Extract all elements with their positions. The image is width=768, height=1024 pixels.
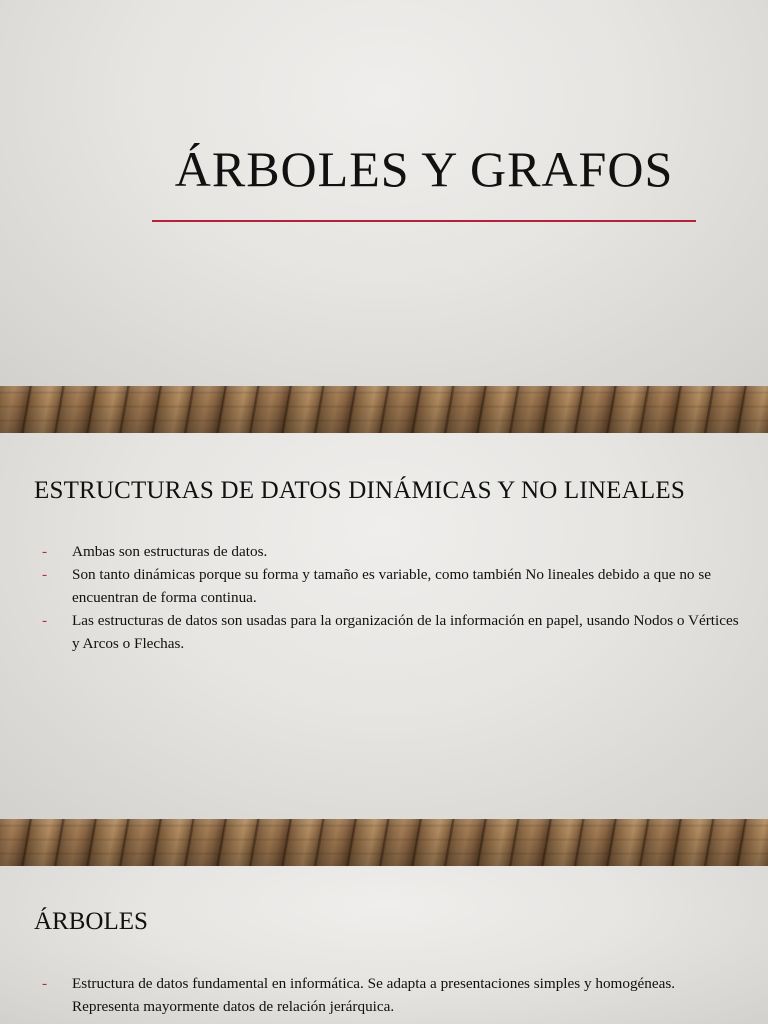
- wood-floor-divider: [0, 819, 768, 866]
- slide-heading: ESTRUCTURAS DE DATOS DINÁMICAS Y NO LINEALES: [34, 477, 685, 504]
- bullet-text: Son tanto dinámicas porque su forma y tamaño es variable, como también No lineales debido a que no se encuentran de forma continua.: [72, 566, 711, 606]
- bullet-text: Las estructuras de datos son usadas para la organización de la información en papel, usando Nodos o Vértices y Arcos o Flechas.: [72, 612, 739, 652]
- list-item: [40, 563, 740, 609]
- list-item: [40, 540, 740, 563]
- slide-title-text: ÁRBOLES Y GRAFOS: [174, 141, 674, 197]
- bullet-dash: -: [42, 612, 48, 629]
- slide-heading: ÁRBOLES: [34, 908, 148, 935]
- bullet-text: Ambas son estructuras de datos.: [72, 543, 268, 560]
- bullet-dash: -: [42, 566, 48, 583]
- bullet-list: [40, 540, 740, 655]
- wood-floor-divider: [0, 386, 768, 433]
- bullet-list: [40, 972, 740, 1018]
- title-underline: [152, 220, 696, 222]
- slide-estructuras: [0, 433, 768, 819]
- list-item: [40, 972, 740, 1018]
- bullet-dash: -: [42, 975, 48, 992]
- bullet-text: Estructura de datos fundamental en informática. Se adapta a presentaciones simples y homogéneas. Representa mayormente datos de relación jerárquica.: [72, 975, 676, 1015]
- list-item: [40, 609, 740, 655]
- bullet-dash: -: [42, 543, 48, 560]
- slide-title: [0, 0, 768, 386]
- slide-arboles: [0, 866, 768, 1024]
